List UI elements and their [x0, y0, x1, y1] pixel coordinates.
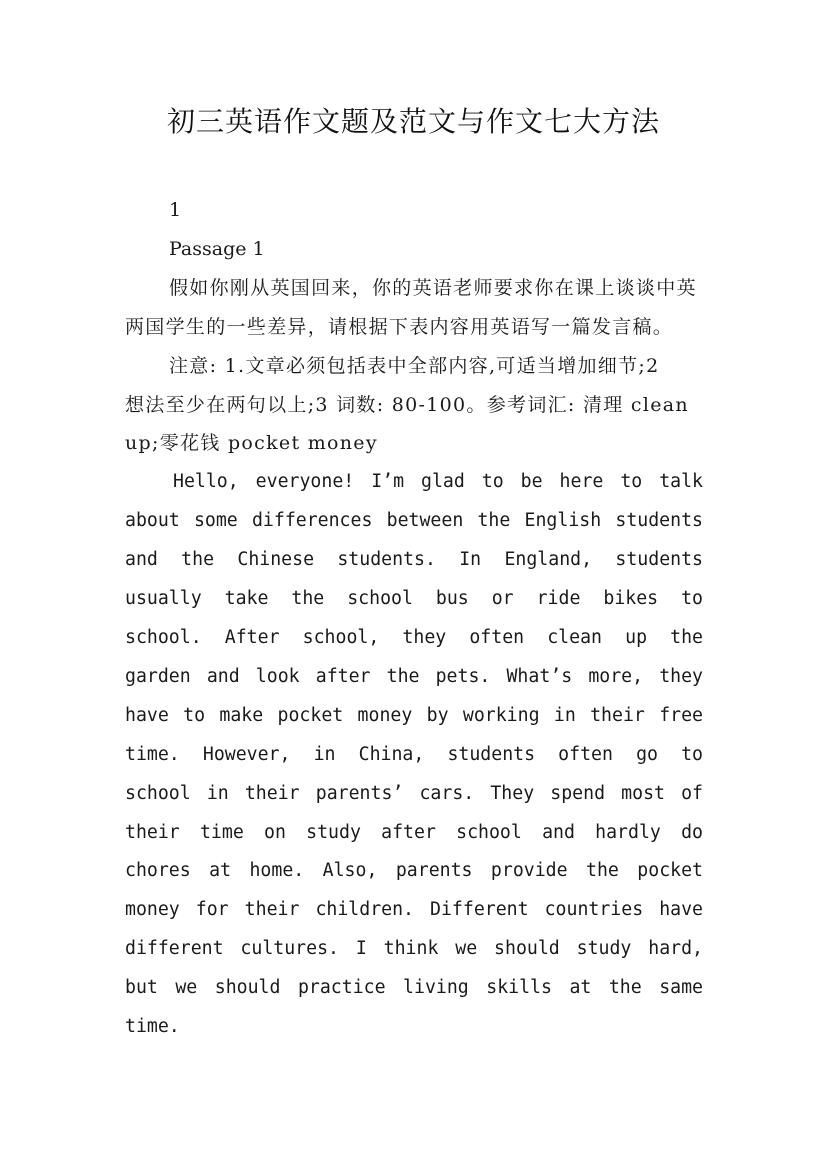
writing-notes-line-1: 注意: 1.文章必须包括表中全部内容,可适当增加细节;2 — [169, 354, 660, 377]
page-title: 初三英语作文题及范文与作文七大方法 — [166, 105, 660, 138]
document-body — [125, 191, 703, 1047]
writing-notes-line-3: up;零花钱 pocket money — [125, 432, 378, 455]
model-essay: Hello, everyone! I’m glad to be here to talk about some differences between the English students and the Chinese students. In England, students usually take the school bus or ride bikes to school. After school, they often clean up the garden and look after the pets. What’s more, they have to make pocket money by working in their free time. However, in China, students often go to school in their parents’ cars. They spend most of their time on study after school and hardly do chores at home. Also, parents provide the pocket money for their children. Different countries have different cultures. I think we should study hard, but we should practice living skills at the same time. — [125, 471, 703, 1038]
writing-prompt: 假如你刚从英国回来，你的英语老师要求你在课上谈谈中英两国学生的一些差异，请根据下表内容用英语写一篇发言稿。 — [125, 276, 697, 338]
passage-label: Passage 1 — [169, 237, 265, 260]
section-number: 1 — [169, 199, 182, 221]
writing-notes-line-2: 想法至少在两句以上;3 词数: 80-100。参考词汇: 清理 clean — [125, 393, 689, 416]
